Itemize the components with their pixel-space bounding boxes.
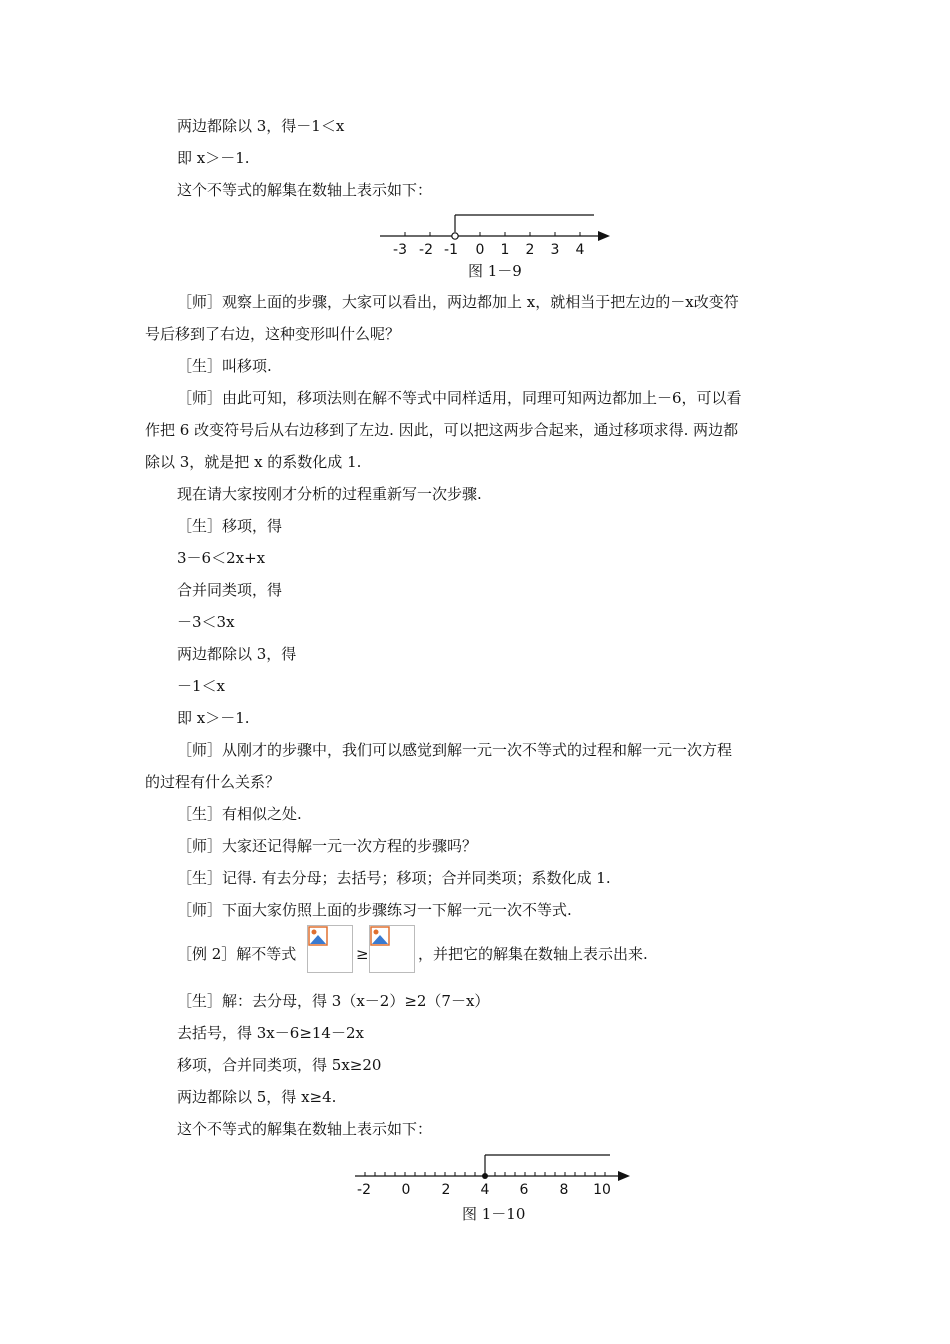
text-line: ［师］下面大家仿照上面的步骤练习一下解一元一次不等式. (177, 901, 572, 919)
text-line: 移项，合并同类项，得 5x≥20 (177, 1056, 382, 1074)
tick-label: 2 (441, 1182, 451, 1198)
tick-label: 10 (593, 1182, 611, 1198)
number-line-figure-1-9 (370, 206, 620, 260)
tick-label: 6 (519, 1182, 529, 1198)
text-line: ［生］解：去分母，得 3（x－2）≥2（7－x） (177, 992, 490, 1010)
tick-label: 4 (575, 242, 585, 258)
text-line: 即 x＞－1. (177, 149, 250, 167)
equation: －1＜x (177, 677, 226, 695)
ge-symbol: ≥ (356, 945, 369, 963)
tick-label: 1 (500, 242, 510, 258)
tick-label: 3 (550, 242, 560, 258)
text-line: ［生］移项，得 (177, 517, 283, 535)
broken-image-placeholder (307, 925, 353, 973)
text-line: ，并把它的解集在数轴上表示出来. (418, 945, 648, 963)
text-line: 除以 3，就是把 x 的系数化成 1. (145, 453, 362, 471)
tick-label: 4 (480, 1182, 490, 1198)
text-line: ［生］有相似之处. (177, 805, 302, 823)
text-line: ［师］从刚才的步骤中，我们可以感觉到解一元一次不等式的过程和解一元一次方程 (177, 741, 733, 759)
text-line: ［例 2］解不等式 (177, 945, 297, 963)
tick-label: -2 (419, 242, 433, 258)
text-line: 两边都除以 5，得 x≥4. (177, 1088, 337, 1106)
text-line: ［师］大家还记得解一元一次方程的步骤吗？ (177, 837, 478, 855)
text-line: 作把 6 改变符号后从右边移到了左边. 因此，可以把这两步合起来，通过移项求得. 两边都 (145, 421, 739, 439)
text-line: 两边都除以 3，得－1＜x (177, 117, 345, 135)
text-line: 号后移到了右边，这种变形叫什么呢？ (145, 325, 401, 343)
text-line: 去括号，得 3x－6≥14－2x (177, 1024, 364, 1042)
tick-label: -1 (444, 242, 458, 258)
tick-label: -3 (393, 242, 407, 258)
tick-label: 0 (401, 1182, 411, 1198)
text-line: 的过程有什么关系？ (145, 773, 281, 791)
text-line: ［师］由此可知，移项法则在解不等式中同样适用，同理可知两边都加上－6，可以看 (177, 389, 742, 407)
tick-label: 0 (475, 242, 485, 258)
equation: －3＜3x (177, 613, 235, 631)
text-line: 合并同类项，得 (177, 581, 283, 599)
tick-label: -2 (357, 1182, 371, 1198)
text-line: ［师］观察上面的步骤，大家可以看出，两边都加上 x，就相当于把左边的－x改变符 (177, 293, 739, 311)
image-icon (370, 926, 390, 946)
broken-image-placeholder (369, 925, 415, 973)
text-line: ［生］叫移项. (177, 357, 272, 375)
text-line: 这个不等式的解集在数轴上表示如下： (177, 181, 433, 199)
figure-caption: 图 1－10 (462, 1205, 526, 1223)
image-icon (308, 926, 328, 946)
figure-caption: 图 1－9 (468, 262, 522, 280)
text-line: 两边都除以 3，得 (177, 645, 297, 663)
tick-label: 8 (559, 1182, 569, 1198)
text-line: ［生］记得. 有去分母；去括号；移项；合并同类项；系数化成 1. (177, 869, 611, 887)
number-line-figure-1-10 (350, 1148, 640, 1200)
text-line: 这个不等式的解集在数轴上表示如下： (177, 1120, 433, 1138)
equation: 即 x＞－1. (177, 709, 250, 727)
text-line: 现在请大家按刚才分析的过程重新写一次步骤. (177, 485, 482, 503)
tick-label: 2 (525, 242, 535, 258)
equation: 3－6＜2x+x (177, 549, 266, 567)
